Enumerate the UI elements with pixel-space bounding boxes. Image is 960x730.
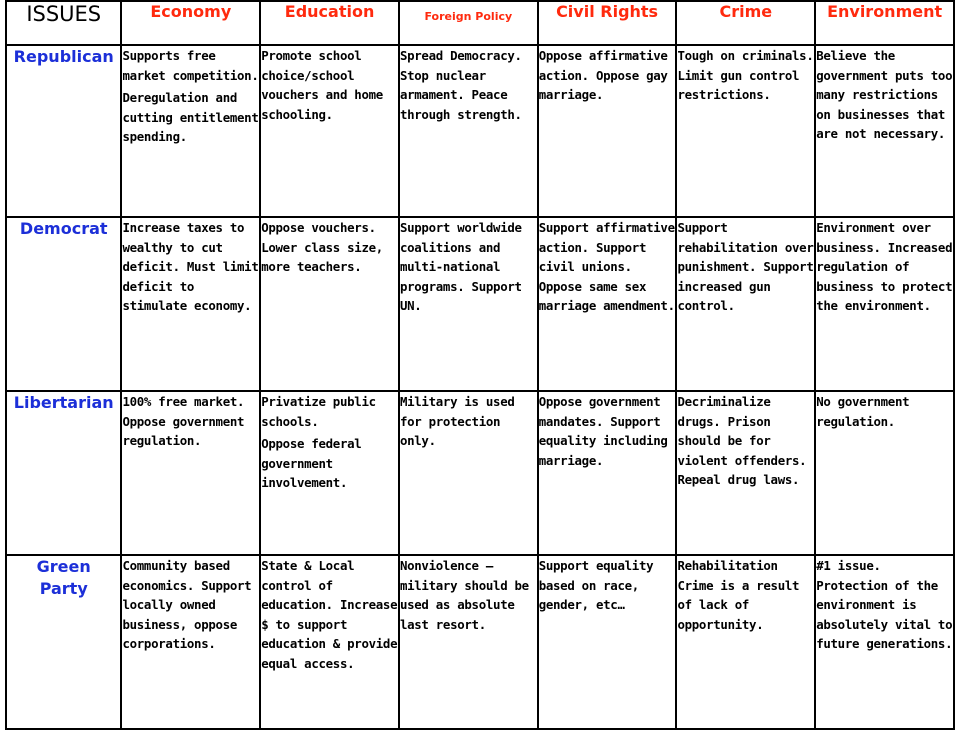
cell-text: Tough on criminals. Limit gun control restrictions. [677, 48, 814, 102]
column-header-education: Education [260, 1, 399, 45]
party-label-democrat: Democrat [6, 217, 121, 391]
cell-republican-civil-rights [538, 45, 677, 217]
cell-text: Oppose affirmative action. Oppose gay marriage. [538, 48, 668, 102]
cell-text: Support rehabilitation over punishment. Support increased gun control. [677, 220, 814, 313]
cell-text: Environment over business. Increased regulation of business to protect the environment. [816, 220, 953, 313]
cell-libertarian-environment [815, 391, 954, 555]
table-row-green-party [6, 555, 954, 729]
cell-text: Support equality based on race, gender, etc… [538, 558, 654, 612]
cell-republican-economy [121, 45, 260, 217]
cell-text: Support worldwide coalitions and multi-national programs. Support UN. [399, 220, 522, 313]
column-header-civil-rights: Civil Rights [538, 1, 677, 45]
party-label-green-party: Green Party [6, 555, 121, 729]
cell-democrat-foreign-policy [399, 217, 538, 391]
column-header-environment: Environment [815, 1, 954, 45]
cell-green-party-environment [815, 555, 954, 729]
cell-text: Oppose vouchers. Lower class size, more teachers. [261, 220, 383, 274]
cell-democrat-environment [815, 217, 954, 391]
column-header-foreign-policy: Foreign Policy [399, 1, 538, 45]
cell-libertarian-crime [676, 391, 815, 555]
column-header-economy: Economy [121, 1, 260, 45]
cell-text: Oppose government mandates. Support equality including marriage. [538, 394, 668, 468]
issues-corner-header: ISSUES [6, 1, 121, 45]
issues-comparison-table [5, 0, 955, 730]
cell-republican-foreign-policy [399, 45, 538, 217]
cell-libertarian-education [260, 391, 399, 555]
table-row-republican [6, 45, 954, 217]
party-label-republican: Republican [6, 45, 121, 217]
cell-text: Promote school choice/school vouchers and home schooling. [261, 48, 383, 122]
cell-green-party-civil-rights [538, 555, 677, 729]
cell-text: Supports free market competition. [122, 48, 259, 83]
cell-text: Oppose federal government involvement. [261, 436, 362, 490]
cell-text: Privatize public schools. [261, 394, 376, 429]
cell-text: Rehabilitation Crime is a result of lack of opportunity. [677, 558, 800, 632]
cell-text: Spread Democracy. Stop nuclear armament. Peace through strength. [399, 48, 522, 122]
cell-text: Increase taxes to wealthy to cut deficit. Must limit deficit to stimulate economy. [122, 220, 259, 313]
cell-libertarian-economy [121, 391, 260, 555]
cell-green-party-foreign-policy [399, 555, 538, 729]
cell-text: Military is used for protection only. [399, 394, 515, 448]
cell-green-party-education [260, 555, 399, 729]
cell-republican-education [260, 45, 399, 217]
cell-text: State & Local control of education. Increase $ to support education & provide equal access. [261, 558, 398, 671]
cell-text: Decriminalize drugs. Prison should be for violent offenders. Repeal drug laws. [677, 394, 807, 487]
column-header-crime: Crime [676, 1, 815, 45]
cell-text: Nonviolence – military should be used as absolute last resort. [399, 558, 529, 632]
cell-libertarian-civil-rights [538, 391, 677, 555]
cell-text: Deregulation and cutting entitlement spending. [122, 90, 259, 144]
cell-text: #1 issue. Protection of the environment is absolutely vital to future generations. [816, 558, 953, 651]
cell-text: Community based economics. Support locally owned business, oppose corporations. [122, 558, 252, 651]
header-row [6, 1, 954, 45]
table-body [6, 45, 954, 729]
cell-republican-crime [676, 45, 815, 217]
cell-text: Support affirmative action. Support civil unions. Oppose same sex marriage amendment. [538, 220, 675, 313]
cell-text: No government regulation. [816, 394, 910, 429]
cell-democrat-education [260, 217, 399, 391]
party-label-libertarian: Libertarian [6, 391, 121, 555]
cell-green-party-economy [121, 555, 260, 729]
cell-text: 100% free market. Oppose government regulation. [122, 394, 245, 448]
cell-text: Believe the government puts too many restrictions on businesses that are not necessary. [816, 48, 953, 141]
cell-democrat-economy [121, 217, 260, 391]
cell-democrat-crime [676, 217, 815, 391]
table-row-libertarian [6, 391, 954, 555]
cell-libertarian-foreign-policy [399, 391, 538, 555]
cell-green-party-crime [676, 555, 815, 729]
cell-democrat-civil-rights [538, 217, 677, 391]
cell-republican-environment [815, 45, 954, 217]
table-row-democrat [6, 217, 954, 391]
